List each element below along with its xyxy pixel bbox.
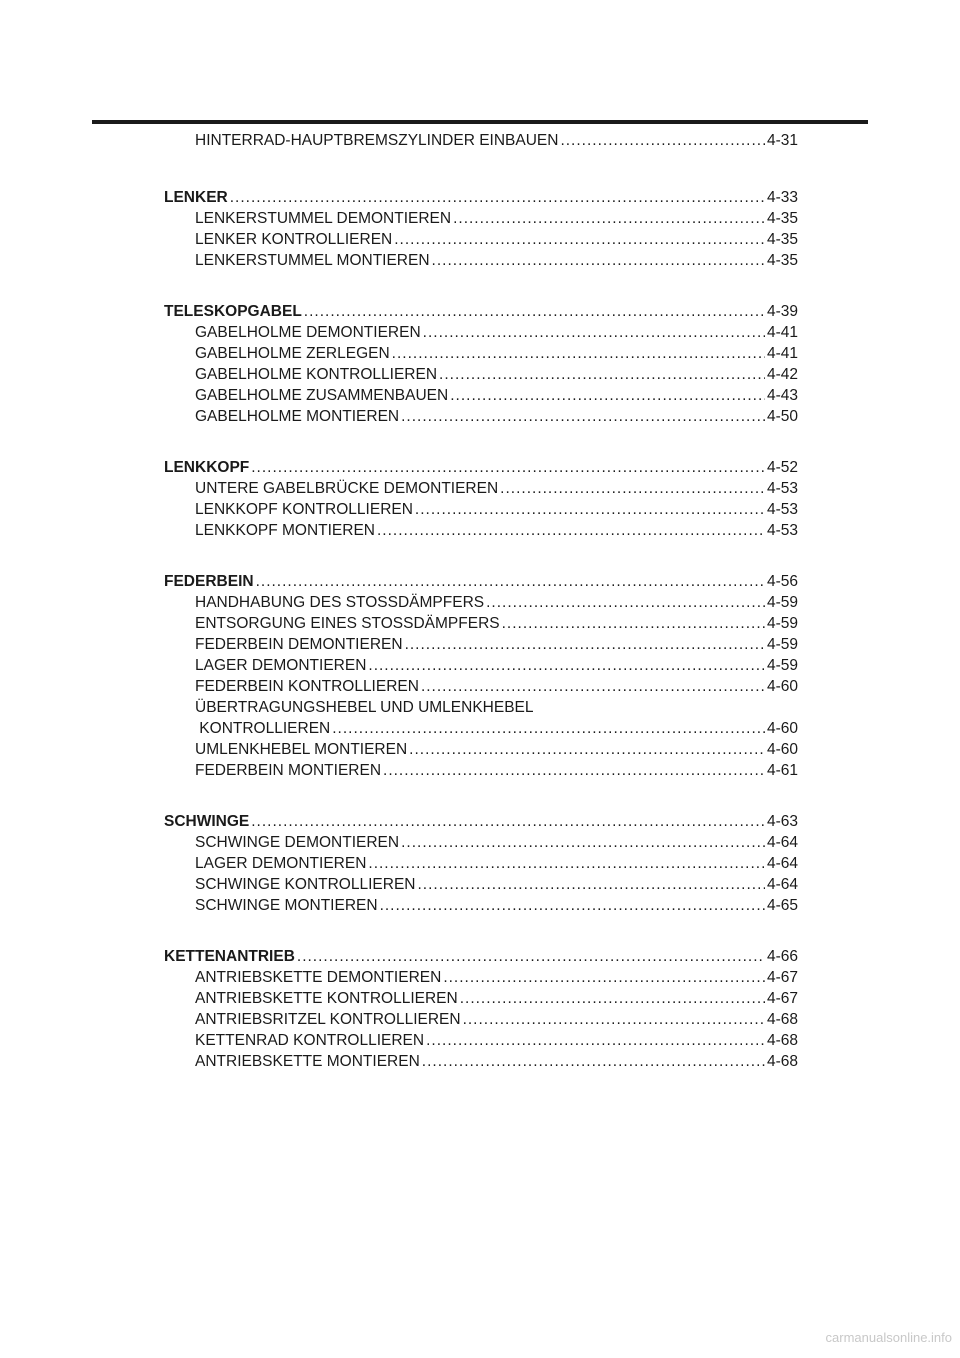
toc-entry-page: 4-64 [766, 855, 798, 872]
toc-entry-title: ANTRIEBSKETTE KONTROLLIEREN [195, 990, 458, 1007]
toc-entry-page: 4-59 [766, 594, 798, 611]
toc-entry-title: GABELHOLME ZERLEGEN [195, 345, 390, 362]
toc-entry-title: ANTRIEBSKETTE MONTIEREN [195, 1053, 420, 1070]
toc-entry-title: GABELHOLME DEMONTIEREN [195, 324, 421, 341]
dot-leader [377, 520, 765, 541]
toc-entry[interactable] [195, 229, 798, 250]
dot-leader [439, 364, 765, 385]
toc-section-lenkkopf [0, 457, 960, 541]
dot-leader [422, 1051, 765, 1072]
toc-entry[interactable] [195, 988, 798, 1009]
toc-entry-page: 4-61 [766, 762, 798, 779]
dot-leader [486, 592, 765, 613]
toc-section-schwinge [0, 811, 960, 916]
toc-section-title: FEDERBEIN [164, 573, 254, 590]
toc-section-federbein [0, 571, 960, 781]
toc-entry[interactable] [195, 853, 798, 874]
dot-leader [426, 1030, 765, 1051]
toc-entry-page: 4-41 [766, 324, 798, 341]
toc-entry-title: LAGER DEMONTIEREN [195, 657, 367, 674]
toc-entry-page: 4-53 [766, 501, 798, 518]
toc-entry[interactable] [195, 322, 798, 343]
toc-entry-title: HINTERRAD-HAUPTBREMSZYLINDER EINBAUEN [195, 132, 559, 149]
toc-entry-page: 4-64 [766, 834, 798, 851]
toc-entry-page: 4-60 [766, 678, 798, 695]
dot-leader [453, 208, 765, 229]
toc-entry[interactable] [195, 967, 798, 988]
toc-entry-title: FEDERBEIN KONTROLLIEREN [195, 678, 419, 695]
dot-leader [297, 946, 765, 967]
toc-entry-page: 4-67 [766, 969, 798, 986]
toc-entry-title: HANDHABUNG DES STOSSDÄMPFERS [195, 594, 485, 611]
toc-section-lenker [0, 187, 960, 271]
toc-entry-title: UMLENKHEBEL MONTIEREN [195, 741, 408, 758]
toc-entry-page: 4-35 [766, 210, 798, 227]
toc-entry-page: 4-59 [766, 657, 798, 674]
toc-entry-page: 4-68 [766, 1032, 798, 1049]
toc-carryover [0, 130, 960, 151]
toc-entry-title: GABELHOLME KONTROLLIEREN [195, 366, 438, 383]
toc-entry[interactable] [195, 520, 798, 541]
toc-entry-page: 4-50 [766, 408, 798, 425]
dot-leader [304, 301, 765, 322]
toc-entry-title: KETTENRAD KONTROLLIEREN [195, 1032, 425, 1049]
toc-entry-page: 4-60 [766, 741, 798, 758]
dot-leader [502, 613, 765, 634]
toc-entry-title: SCHWINGE KONTROLLIEREN [195, 876, 416, 893]
toc-entry[interactable] [195, 760, 798, 781]
toc-entry[interactable] [195, 1051, 798, 1072]
toc-entry-title: ENTSORGUNG EINES STOSSDÄMPFERS [195, 615, 500, 632]
toc-entry-title: LENKER KONTROLLIEREN [195, 231, 393, 248]
toc-entry-title: LENKERSTUMMEL DEMONTIEREN [195, 210, 452, 227]
dot-leader [392, 343, 765, 364]
toc-entry-title: LENKKOPF MONTIEREN [195, 522, 375, 539]
toc-section-page: 4-66 [766, 948, 798, 965]
dot-leader [409, 739, 765, 760]
toc-entry[interactable] [195, 1009, 798, 1030]
dot-leader [368, 853, 765, 874]
toc-entry[interactable] [195, 364, 798, 385]
toc-entry-page: 4-41 [766, 345, 798, 362]
toc-entry-title: FEDERBEIN DEMONTIEREN [195, 636, 403, 653]
toc-entry[interactable] [195, 406, 798, 427]
toc-entry-page: 4-67 [766, 990, 798, 1007]
toc-entry[interactable] [195, 739, 798, 760]
toc-entry-title: GABELHOLME MONTIEREN [195, 408, 400, 425]
dot-leader [251, 457, 765, 478]
toc-section-page: 4-39 [766, 303, 798, 320]
toc-entry-page: 4-59 [766, 615, 798, 632]
toc-entry-title-line1: ÜBERTRAGUNGSHEBEL UND UMLENKHEBEL [195, 699, 534, 716]
toc-entry-title: GABELHOLME ZUSAMMENBAUEN [195, 387, 449, 404]
toc-entry-title: LENKERSTUMMEL MONTIEREN [195, 252, 430, 269]
toc-entry[interactable] [195, 499, 798, 520]
toc-entry-title: LENKKOPF KONTROLLIEREN [195, 501, 413, 518]
toc-entry[interactable] [195, 676, 798, 697]
dot-leader [332, 718, 765, 739]
toc-entry-page: 4-53 [766, 522, 798, 539]
toc-section-page: 4-33 [766, 189, 798, 206]
toc-entry-page: 4-65 [766, 897, 798, 914]
toc-entry[interactable] [195, 250, 798, 271]
toc-entry-page: 4-53 [766, 480, 798, 497]
dot-leader [450, 385, 765, 406]
toc-entry-title: FEDERBEIN MONTIEREN [195, 762, 382, 779]
toc-section-page: 4-56 [766, 573, 798, 590]
dot-leader [401, 832, 765, 853]
dot-leader [423, 322, 765, 343]
dot-leader [460, 988, 765, 1009]
toc-section-title: TELESKOPGABEL [164, 303, 302, 320]
dot-leader [401, 406, 765, 427]
toc-section-heading[interactable] [164, 457, 798, 478]
toc-entry-title: LAGER DEMONTIEREN [195, 855, 367, 872]
toc-entry-title: SCHWINGE DEMONTIEREN [195, 834, 400, 851]
watermark: carmanualsonline.info [825, 1330, 952, 1345]
toc-entry[interactable] [195, 634, 798, 655]
toc-entry[interactable] [195, 343, 798, 364]
toc-section-title: LENKER [164, 189, 228, 206]
dot-leader [394, 229, 765, 250]
toc-entry-page: 4-60 [766, 720, 798, 737]
dot-leader [405, 634, 765, 655]
toc-entry-page: 4-68 [766, 1011, 798, 1028]
dot-leader [380, 895, 765, 916]
toc-entry[interactable] [195, 385, 798, 406]
toc-section-title: SCHWINGE [164, 813, 250, 830]
dot-leader [432, 250, 765, 271]
toc-entry-title: UNTERE GABELBRÜCKE DEMONTIEREN [195, 480, 499, 497]
toc-entry[interactable] [195, 832, 798, 853]
toc-section-title: KETTENANTRIEB [164, 948, 295, 965]
dot-leader [463, 1009, 765, 1030]
dot-leader [443, 967, 765, 988]
toc-entry[interactable] [195, 1030, 798, 1051]
toc-entry[interactable] [195, 592, 798, 613]
dot-leader [415, 499, 765, 520]
dot-leader [256, 571, 765, 592]
toc-section-heading[interactable] [164, 946, 798, 967]
toc-entry-page: 4-42 [766, 366, 798, 383]
toc-entry[interactable] [195, 130, 798, 151]
toc-entry-page: 4-31 [766, 132, 798, 149]
toc-section-title: LENKKOPF [164, 459, 250, 476]
toc-entry[interactable] [195, 718, 798, 739]
toc-entry-line1[interactable] [195, 697, 798, 718]
toc-entry[interactable] [195, 613, 798, 634]
toc-entry-title: KONTROLLIEREN [195, 720, 331, 737]
toc-entry-page: 4-59 [766, 636, 798, 653]
toc-entry-page: 4-35 [766, 231, 798, 248]
dot-leader [421, 676, 765, 697]
toc-section-heading[interactable] [164, 301, 798, 322]
toc-section-heading[interactable] [164, 187, 798, 208]
top-rule [92, 120, 868, 124]
toc-section-teleskopgabel [0, 301, 960, 427]
toc-section-page: 4-63 [766, 813, 798, 830]
dot-leader [383, 760, 765, 781]
dot-leader [560, 130, 765, 151]
toc-section-kettenantrieb [0, 946, 960, 1072]
toc-entry-title: ANTRIEBSKETTE DEMONTIEREN [195, 969, 442, 986]
table-of-contents [0, 130, 960, 1102]
toc-entry-page: 4-43 [766, 387, 798, 404]
toc-section-page: 4-52 [766, 459, 798, 476]
toc-entry[interactable] [195, 874, 798, 895]
toc-entry[interactable] [195, 208, 798, 229]
toc-entry[interactable] [195, 895, 798, 916]
toc-entry[interactable] [195, 478, 798, 499]
toc-entry-page: 4-35 [766, 252, 798, 269]
dot-leader [417, 874, 764, 895]
toc-entry-page: 4-64 [766, 876, 798, 893]
dot-leader [500, 478, 765, 499]
toc-entry-title: SCHWINGE MONTIEREN [195, 897, 378, 914]
toc-entry[interactable] [195, 655, 798, 676]
dot-leader [251, 811, 765, 832]
toc-entry-title: ANTRIEBSRITZEL KONTROLLIEREN [195, 1011, 461, 1028]
dot-leader [368, 655, 765, 676]
dot-leader [230, 187, 765, 208]
toc-section-heading[interactable] [164, 571, 798, 592]
toc-section-heading[interactable] [164, 811, 798, 832]
toc-entry-page: 4-68 [766, 1053, 798, 1070]
